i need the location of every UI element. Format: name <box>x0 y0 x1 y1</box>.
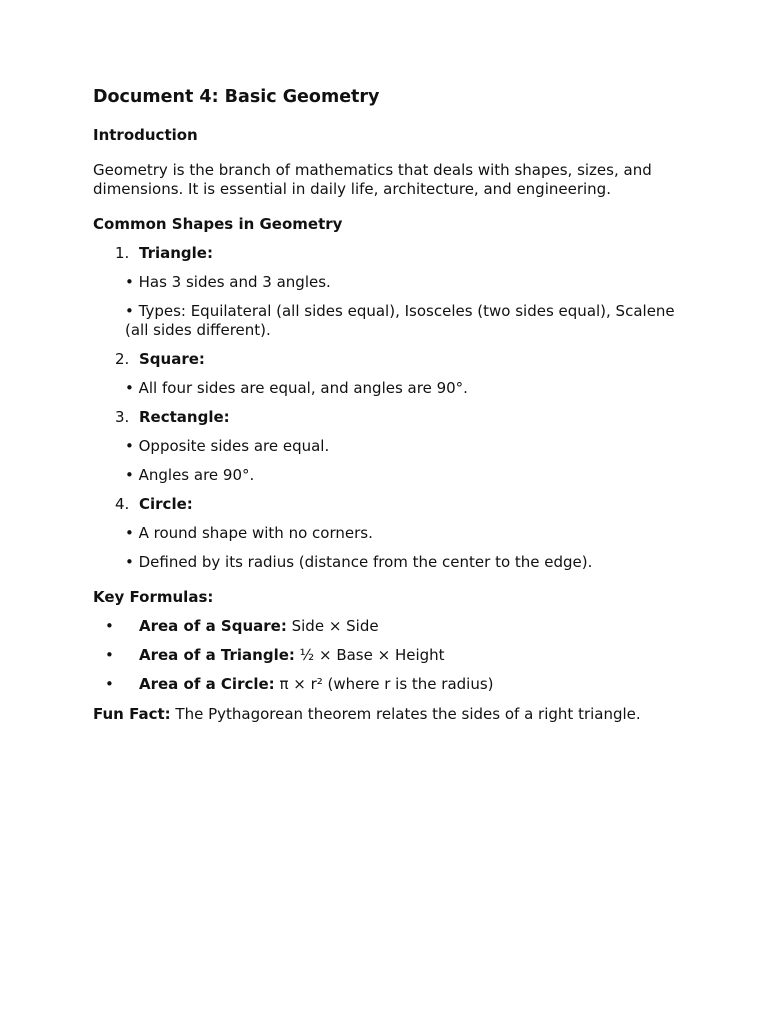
shape-header <box>93 244 683 263</box>
shape-bullet: • Types: Equilateral (all sides equal), Isosceles (two sides equal), Scalene (all sides different). <box>125 302 675 339</box>
shape-number: 1. <box>115 244 130 262</box>
fun-fact-label: Fun Fact: <box>93 705 171 723</box>
shape-title: Rectangle: <box>139 408 230 426</box>
shape-bullet: • A round shape with no corners. <box>125 524 373 542</box>
formula-value: Side × Side <box>286 617 379 635</box>
formula-item <box>93 617 683 636</box>
intro-paragraph: Geometry is the branch of mathematics that deals with shapes, sizes, and dimensions. It is essential in daily life, architecture, and engineering. <box>93 161 652 198</box>
shape-item-rectangle <box>93 408 683 485</box>
shapes-list <box>93 244 683 572</box>
shape-bullet: • All four sides are equal, and angles are 90°. <box>125 379 468 397</box>
formula-item <box>93 646 683 665</box>
bullet-marker: • <box>105 617 114 635</box>
shape-bullet: • Opposite sides are equal. <box>125 437 330 455</box>
shape-bullet: • Has 3 sides and 3 angles. <box>125 273 331 291</box>
shape-title: Triangle: <box>139 244 213 262</box>
shape-header <box>93 350 683 369</box>
document-page <box>93 86 683 740</box>
shape-title: Square: <box>139 350 205 368</box>
formula-label: Area of a Square: <box>139 617 287 635</box>
shape-header <box>93 495 683 514</box>
bullet-marker: • <box>105 675 114 693</box>
shape-number: 2. <box>115 350 130 368</box>
formula-label: Area of a Circle: <box>139 675 275 693</box>
bullet-marker: • <box>105 646 114 664</box>
formula-label: Area of a Triangle: <box>139 646 295 664</box>
document-title: Document 4: Basic Geometry <box>93 87 380 107</box>
shape-item-square <box>93 350 683 398</box>
shapes-heading: Common Shapes in Geometry <box>93 215 343 233</box>
formula-value: π × r² (where r is the radius) <box>274 675 494 693</box>
fun-fact-text: The Pythagorean theorem relates the sides of a right triangle. <box>170 705 641 723</box>
shape-item-triangle <box>93 244 683 340</box>
shape-item-circle <box>93 495 683 572</box>
formula-value: ½ × Base × Height <box>294 646 445 664</box>
shape-header <box>93 408 683 427</box>
shape-number: 3. <box>115 408 130 426</box>
fun-fact-paragraph <box>93 705 683 724</box>
shape-title: Circle: <box>139 495 193 513</box>
shape-number: 4. <box>115 495 130 513</box>
shape-bullet: • Angles are 90°. <box>125 466 255 484</box>
formulas-heading: Key Formulas: <box>93 588 214 606</box>
intro-heading: Introduction <box>93 126 198 144</box>
formulas-list <box>93 617 683 694</box>
shape-bullet: • Defined by its radius (distance from the center to the edge). <box>125 553 593 571</box>
formula-item <box>93 675 683 694</box>
